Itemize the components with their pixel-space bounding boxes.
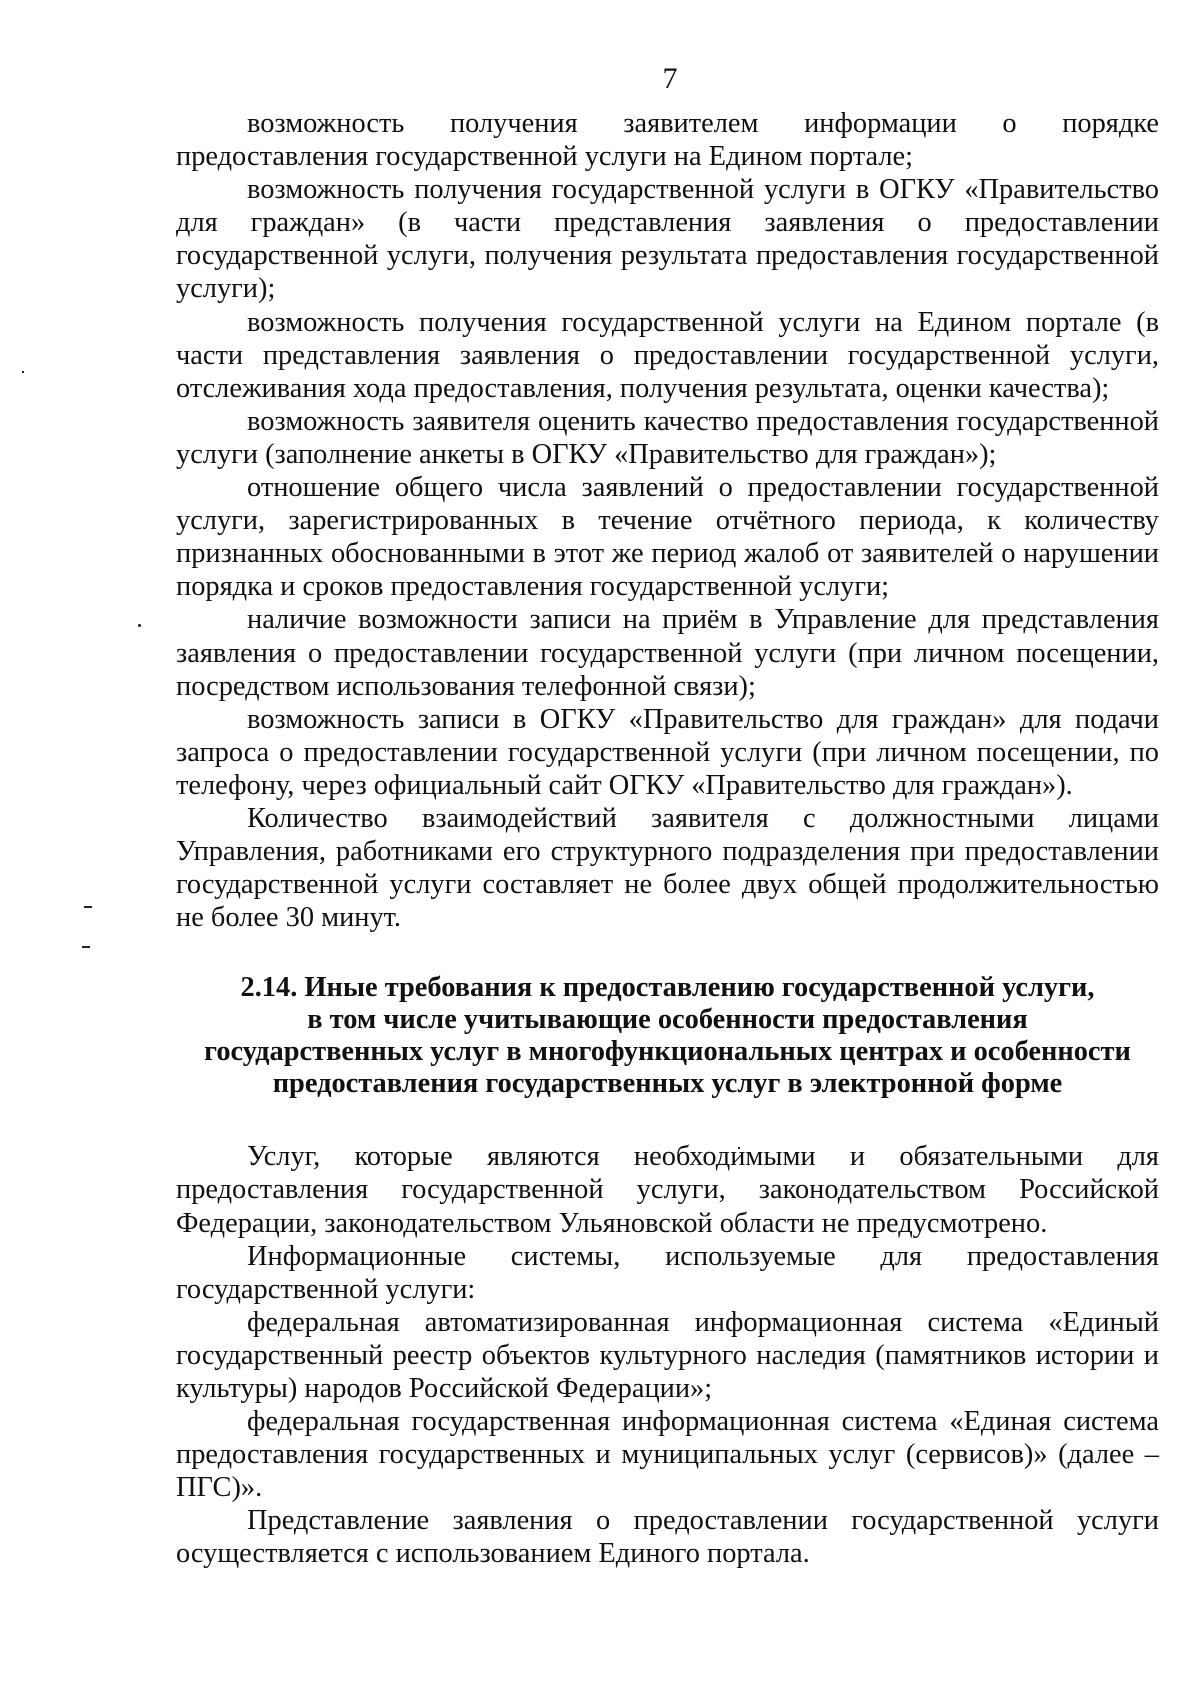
section-heading-line: 2.14. Иные требования к предоставлению государственной услуги,: [240, 972, 1095, 1004]
paragraph: Информационные системы, используемые для предоставления государственной услуги:: [176, 1240, 1159, 1305]
scan-speck: [138, 624, 141, 627]
page-number: 7: [662, 62, 678, 95]
paragraph: возможность получения заявителем информации о порядке предоставления государственной услуги на Едином портале;: [176, 108, 1159, 173]
section-heading-line: предоставления государственных услуг в электронной форме: [272, 1068, 1063, 1100]
paragraph: возможность получения государственной услуги на Едином портале (в части представления заявления о предоставлении государственной услуги, отслеживания хода предоставления, получения результата, оценки качества);: [176, 306, 1159, 404]
paragraph: возможность получения государственной услуги в ОГКУ «Правительство для граждан» (в части представления заявления о предоставлении государственной услуги, получения результата предоставления государственной услуги);: [176, 174, 1159, 305]
paragraph: федеральная государственная информационная система «Единая система предоставления государственных и муниципальных услуг (сервисов)» (далее – ПГС)».: [176, 1406, 1159, 1504]
scan-speck: [84, 906, 92, 908]
document-body: [176, 107, 1159, 1571]
section-heading-line: в том числе учитывающие особенности предоставления: [307, 1004, 1028, 1036]
paragraph: Услуг, которые являются необходимыми и обязательными для предоставления государственной услуги, законодательством Российской Федерации, законодательством Ульяновской области не предусмотрено.: [176, 1141, 1159, 1239]
paragraph: наличие возможности записи на приём в Управление для представления заявления о предоставлении государственной услуги (при личном посещении, посредством использования телефонной связи);: [176, 604, 1159, 702]
paragraph: возможность записи в ОГКУ «Правительство для граждан» для подачи запроса о предоставлении государственной услуги (при личном посещении, по телефону, через официальный сайт ОГКУ «Правительство для граждан»).: [176, 703, 1159, 801]
paragraph: отношение общего числа заявлений о предоставлении государственной услуги, зарегистрированных в течение отчётного периода, к количеству признанных обоснованными в этот же период жалоб от заявителей о нарушении порядка и сроков предоставления государственной услуги;: [176, 472, 1159, 603]
scan-speck: [82, 946, 90, 948]
paragraph: Количество взаимодействий заявителя с должностными лицами Управления, работниками его структурного подразделения при предоставлении государственной услуги составляет не более двух общей продолжительностью не более 30 минут.: [176, 802, 1159, 934]
section-heading-line: государственных услуг в многофункциональных центрах и особенности: [204, 1036, 1131, 1068]
section-heading: [176, 972, 1159, 1100]
paragraph: Представление заявления о предоставлении государственной услуги осуществляется с использованием Единого портала.: [176, 1505, 1159, 1570]
paragraph: возможность заявителя оценить качество предоставления государственной услуги (заполнение анкеты в ОГКУ «Правительство для граждан»);: [176, 405, 1159, 470]
paragraph: федеральная автоматизированная информационная система «Единый государственный реестр объектов культурного наследия (памятников истории и культуры) народов Российской Федерации»;: [176, 1306, 1159, 1404]
scan-speck: [22, 371, 24, 373]
